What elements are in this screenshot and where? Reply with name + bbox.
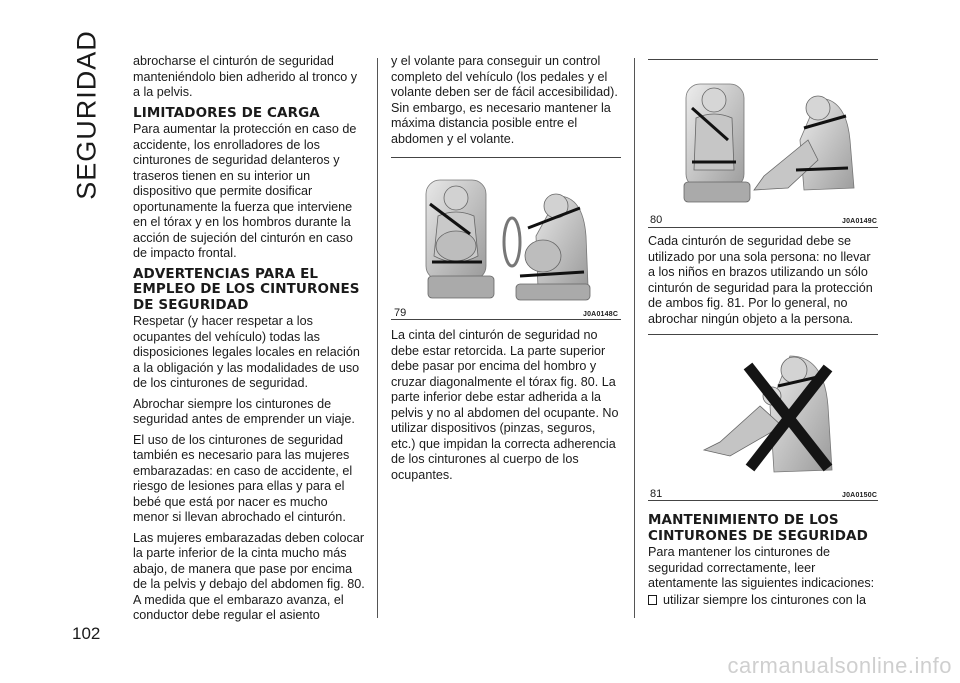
bullet-text: utilizar siempre los cinturones con la (663, 592, 866, 607)
paragraph: Cada cinturón de seguridad debe se utilizado por una sola persona: no llevar a los niños en brazos utilizando un sólo cinturón de seguridad para la protección de ambos fig. 81. Por lo general, no abrochar ningún objeto a la persona. (648, 234, 873, 326)
figure-top-rule (648, 334, 878, 335)
heading-seatbelt-warnings: ADVERTENCIAS PARA EL EMPLEO DE LOS CINTURONES DE SEGURIDAD (133, 265, 360, 313)
section-title (62, 30, 112, 200)
column-3-lower (648, 511, 878, 613)
column-divider (634, 58, 635, 618)
column-divider (377, 58, 378, 618)
column-2 (391, 54, 621, 152)
figure-code: J0A0149C (842, 218, 878, 225)
figure-top-rule (391, 157, 621, 158)
heading-seatbelt-maintenance: MANTENIMIENTO DE LOS CINTURONES DE SEGURIDAD (648, 512, 868, 544)
figure-code: J0A0148C (583, 311, 619, 318)
paragraph: y el volante para conseguir un control completo del vehículo (los pedales y el volante deben ser de fácil accesibilidad). Sin embargo, es necesario mantener la máxima distancia posible entre el abdomen y el volante. (391, 54, 618, 146)
watermark: carmanualsonline.info (727, 653, 952, 678)
column-2-lower (391, 328, 621, 488)
paragraph: Para aumentar la protección en caso de accidente, los enrolladores de los cinturones de seguridad delanteros y traseros tienen en su interior un dispositivo que permite dosificar oportunamente la fuerza que interviene en el tórax y en los hombros durante la acción de sujeción del cinturón en caso de impacto frontal. (133, 122, 357, 260)
column-3-text (648, 234, 878, 332)
paragraph: Abrochar siempre los cinturones de seguridad antes de emprender un viaje. (133, 396, 355, 426)
figure-number: 79 (394, 307, 407, 319)
page-number: 102 (72, 624, 101, 643)
figure-number: 81 (650, 488, 663, 500)
paragraph: La cinta del cinturón de seguridad no debe estar retorcida. La parte superior debe pasar por encima del hombro y cruzar diagonalmente el tórax fig. 80. La parte inferior debe estar adherida a la pelvis y no al abdomen del ocupante. No utilizar dispositivos (pinzas, seguros, etc.) que impidan la correcta adherencia de los cinturones al cuerpo de los ocupantes. (391, 328, 619, 482)
paragraph: Respetar (y hacer respetar a los ocupantes del vehículo) todas las disposiciones legales locales en relación a la obligación y las modalidades de uso de los cinturones de seguridad. (133, 314, 360, 390)
paragraph: Para mantener los cinturones de seguridad correctamente, leer atentamente las siguientes indicaciones: (648, 545, 875, 590)
column-1 (133, 54, 365, 629)
figure-bottom-rule (391, 319, 621, 320)
figure-number: 80 (650, 214, 663, 226)
paragraph: abrocharse el cinturón de seguridad manteniéndolo bien adherido al tronco y a la pelvis. (133, 54, 358, 99)
section-title-text: SEGURIDAD (71, 30, 102, 200)
list-item (648, 593, 878, 609)
figure-code: J0A0150C (842, 492, 878, 499)
figure-79-illustration (408, 176, 608, 304)
checkbox-bullet-icon (648, 595, 657, 605)
figure-80-illustration (668, 80, 868, 204)
heading-load-limiters: LIMITADORES DE CARGA (133, 104, 320, 121)
figure-bottom-rule (648, 227, 878, 228)
figure-81-illustration (690, 346, 850, 478)
figure-bottom-rule (648, 500, 878, 501)
paragraph: Las mujeres embarazadas deben colocar la parte inferior de la cinta mucho más abajo, de manera que pase por encima de la pelvis y debajo del abdomen fig. 80. A medida que el embarazo avanza, el conductor debe regular el asiento (133, 530, 365, 622)
figure-top-rule (648, 59, 878, 60)
paragraph: El uso de los cinturones de seguridad también es necesario para las mujeres embarazadas: en caso de accidente, el riesgo de lesiones para ellas y para el bebé que está por nacer es mucho menor si llevan abrochado el cinturón. (133, 432, 353, 524)
